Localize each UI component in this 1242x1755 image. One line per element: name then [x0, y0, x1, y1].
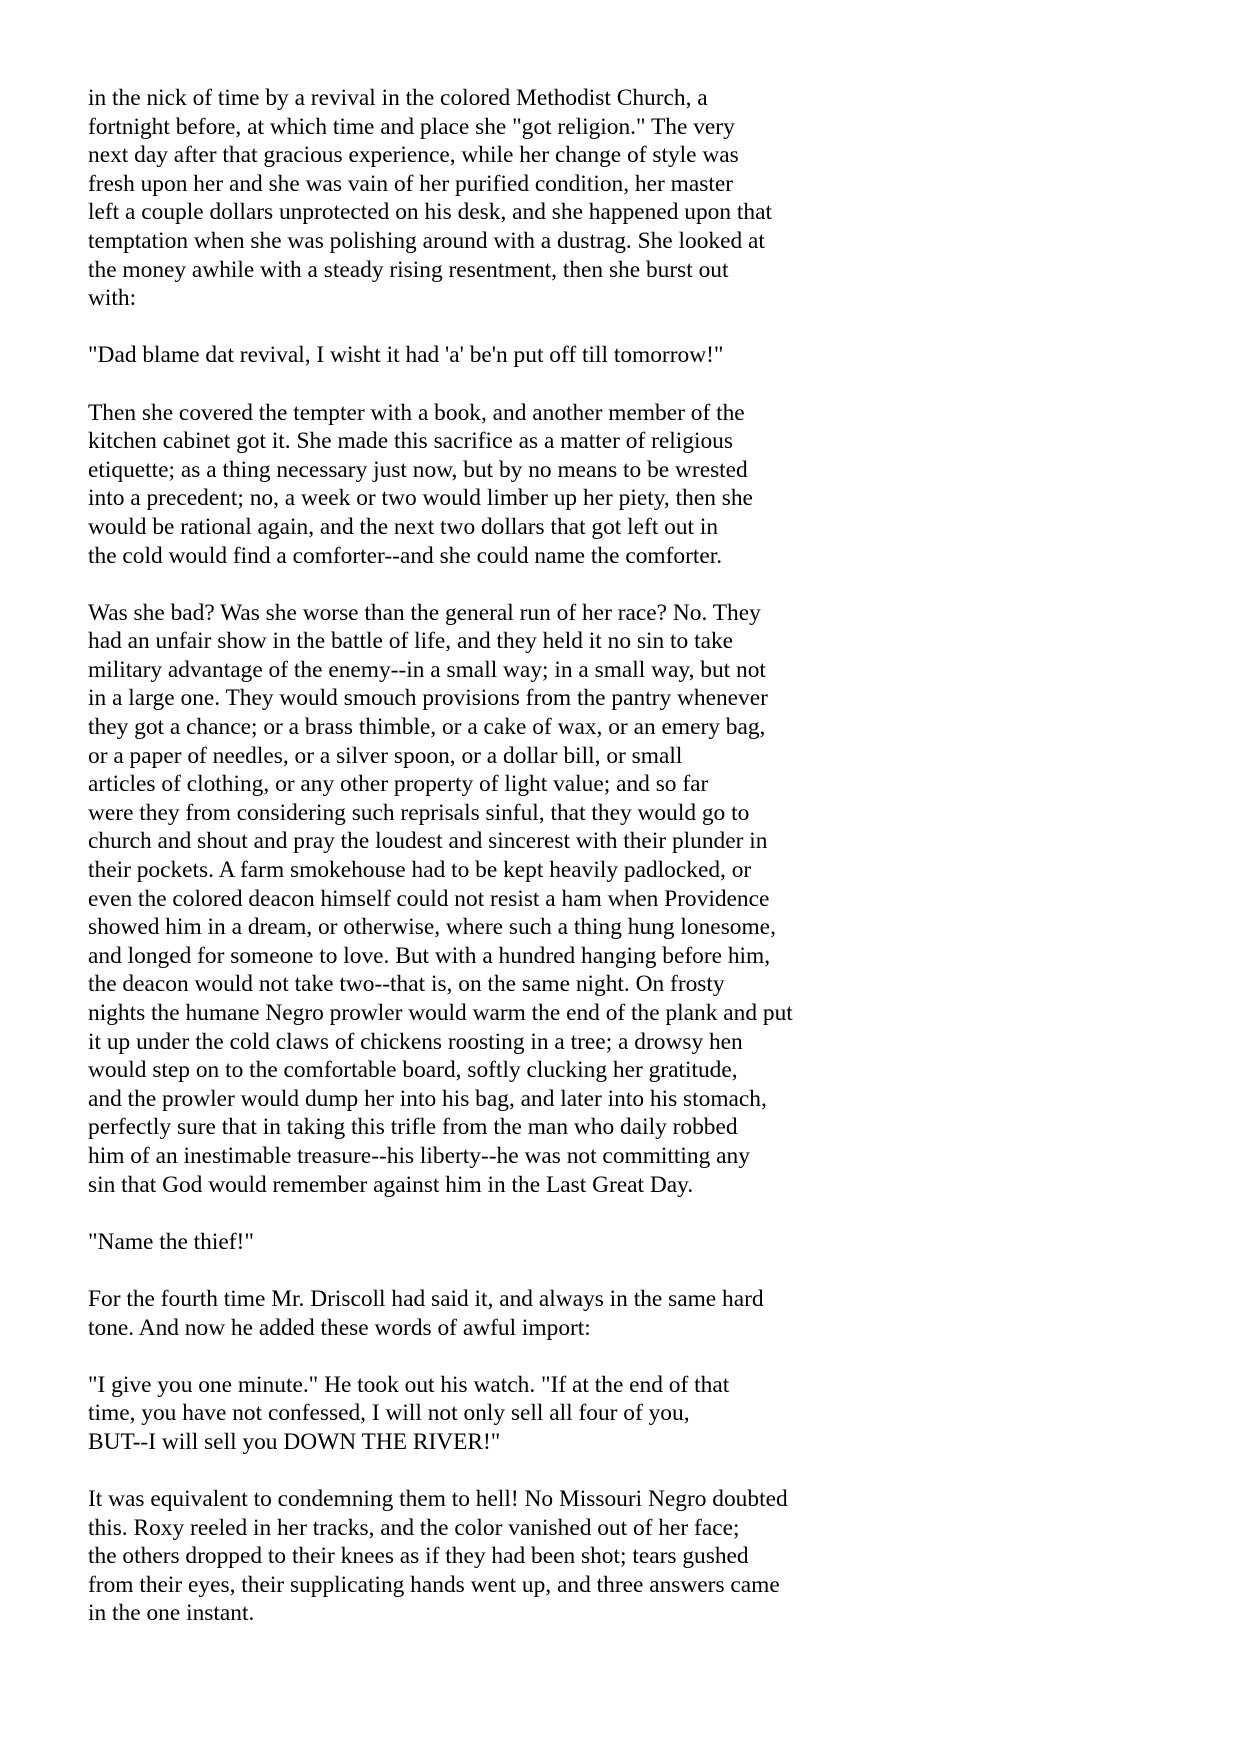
text-line: time, you have not confessed, I will not only sell all four of you,: [88, 1400, 690, 1427]
paragraph: [88, 399, 1188, 571]
text-line: fresh upon her and she was vain of her purified condition, her master: [88, 170, 733, 197]
text-line: left a couple dollars unprotected on his desk, and she happened upon that: [88, 199, 772, 226]
text-line: and the prowler would dump her into his bag, and later into his stomach,: [88, 1085, 767, 1112]
text-line: "I give you one minute." He took out his watch. "If at the end of that: [88, 1371, 730, 1398]
text-line: the money awhile with a steady rising resentment, then she burst out: [88, 256, 729, 283]
text-line: their pockets. A farm smokehouse had to be kept heavily padlocked, or: [88, 857, 752, 884]
text-line: the deacon would not take two--that is, on the same night. On frosty: [88, 971, 725, 998]
text-line: in a large one. They would smouch provisions from the pantry whenever: [88, 685, 768, 712]
text-line: kitchen cabinet got it. She made this sacrifice as a matter of religious: [88, 428, 733, 455]
text-line: even the colored deacon himself could not resist a ham when Providence: [88, 885, 770, 912]
paragraph: [88, 1228, 1188, 1257]
text-line: would be rational again, and the next two dollars that got left out in: [88, 513, 719, 540]
text-line: etiquette; as a thing necessary just now, but by no means to be wrested: [88, 456, 748, 483]
text-line: and longed for someone to love. But with a hundred hanging before him,: [88, 942, 771, 969]
text-line: Was she bad? Was she worse than the general run of her race? No. They: [88, 599, 761, 626]
text-line: military advantage of the enemy--in a small way; in a small way, but not: [88, 656, 766, 683]
text-line: Then she covered the tempter with a book, and another member of the: [88, 399, 745, 426]
text-line: the cold would find a comforter--and she could name the comforter.: [88, 542, 723, 569]
text-line: BUT--I will sell you DOWN THE RIVER!": [88, 1428, 501, 1455]
text-line: nights the humane Negro prowler would warm the end of the plank and put: [88, 1000, 793, 1026]
text-line: in the one instant.: [88, 1600, 255, 1627]
paragraph: [88, 599, 1188, 1199]
text-line: into a precedent; no, a week or two would limber up her piety, then she: [88, 485, 753, 512]
text-line: "Dad blame dat revival, I wisht it had 'a' be'n put off till tomorrow!": [88, 342, 724, 369]
text-line: "Name the thief!": [88, 1228, 254, 1255]
text-line: sin that God would remember against him in the Last Great Day.: [88, 1171, 694, 1198]
text-line: him of an inestimable treasure--his liberty--he was not committing any: [88, 1142, 750, 1169]
document-page: [88, 84, 1188, 1657]
text-line: would step on to the comfortable board, softly clucking her gratitude,: [88, 1057, 738, 1084]
text-line: church and shout and pray the loudest and sincerest with their plunder in: [88, 828, 768, 855]
paragraph: [88, 341, 1188, 370]
text-line: with:: [88, 285, 137, 312]
paragraph: [88, 84, 1188, 313]
paragraph: [88, 1371, 1188, 1457]
text-line: or a paper of needles, or a silver spoon, or a dollar bill, or small: [88, 742, 683, 769]
text-line: fortnight before, at which time and place she "got religion." The very: [88, 113, 735, 140]
text-line: perfectly sure that in taking this trifle from the man who daily robbed: [88, 1114, 738, 1141]
text-line: from their eyes, their supplicating hands went up, and three answers came: [88, 1571, 780, 1598]
text-line: For the fourth time Mr. Driscoll had said it, and always in the same hard: [88, 1285, 764, 1312]
text-line: It was equivalent to condemning them to hell! No Missouri Negro doubted: [88, 1486, 788, 1513]
text-line: showed him in a dream, or otherwise, where such a thing hung lonesome,: [88, 914, 776, 941]
text-line: in the nick of time by a revival in the colored Methodist Church, a: [88, 85, 708, 111]
text-line: they got a chance; or a brass thimble, or a cake of wax, or an emery bag,: [88, 714, 766, 741]
text-line: were they from considering such reprisals sinful, that they would go to: [88, 799, 750, 826]
text-line: tone. And now he added these words of awful import:: [88, 1314, 591, 1341]
text-line: articles of clothing, or any other property of light value; and so far: [88, 771, 709, 798]
paragraph: [88, 1285, 1188, 1342]
paragraph: [88, 1485, 1188, 1628]
text-line: next day after that gracious experience, while her change of style was: [88, 142, 739, 169]
text-line: the others dropped to their knees as if they had been shot; tears gushed: [88, 1543, 749, 1570]
text-line: this. Roxy reeled in her tracks, and the color vanished out of her face;: [88, 1514, 740, 1541]
text-line: it up under the cold claws of chickens roosting in a tree; a drowsy hen: [88, 1028, 743, 1055]
text-line: temptation when she was polishing around with a dustrag. She looked at: [88, 227, 765, 254]
text-line: had an unfair show in the battle of life, and they held it no sin to take: [88, 628, 734, 655]
